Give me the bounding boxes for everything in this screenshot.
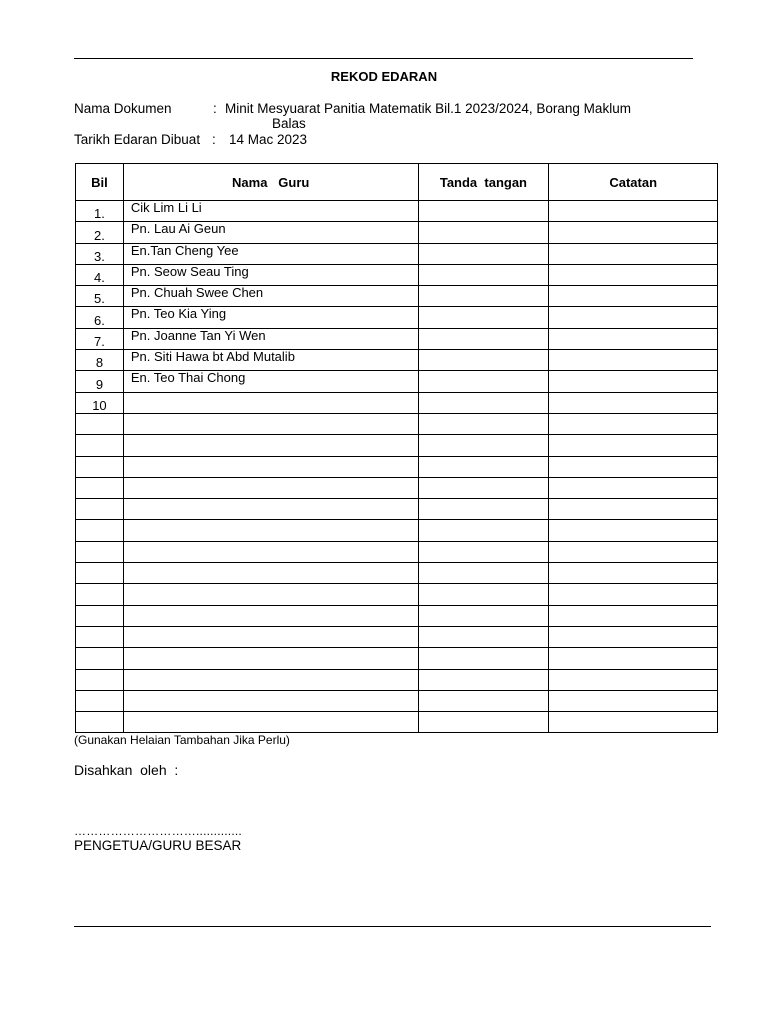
remarks-cell [549, 307, 718, 328]
remarks-cell [549, 584, 718, 605]
teacher-name [123, 584, 418, 605]
row-number: 2. [76, 222, 124, 243]
remarks-cell [549, 626, 718, 647]
remarks-cell [549, 605, 718, 626]
teacher-name: Pn. Siti Hawa bt Abd Mutalib [123, 350, 418, 371]
row-number [76, 584, 124, 605]
teacher-name: Pn. Seow Seau Ting [123, 264, 418, 285]
signature-cell [418, 328, 549, 349]
table-row [76, 371, 718, 392]
teacher-name [123, 392, 418, 413]
circulation-table [75, 163, 718, 733]
circulation-date-colon: : [212, 132, 216, 147]
teacher-name [123, 499, 418, 520]
table-row [76, 307, 718, 328]
signature-line: …………………………............. [74, 824, 242, 838]
signature-cell [418, 648, 549, 669]
row-number: 9 [76, 371, 124, 392]
table-row [76, 626, 718, 647]
remarks-cell [549, 712, 718, 733]
approval-label: Disahkan oleh : [74, 762, 179, 778]
row-number [76, 690, 124, 711]
teacher-name [123, 605, 418, 626]
row-number [76, 499, 124, 520]
signature-cell [418, 413, 549, 434]
teacher-name [123, 413, 418, 434]
remarks-cell [549, 499, 718, 520]
signature-cell [418, 307, 549, 328]
table-row [76, 243, 718, 264]
remarks-cell [549, 328, 718, 349]
table-row [76, 563, 718, 584]
document-title: REKOD EDARAN [330, 69, 438, 84]
column-header-catatan: Catatan [549, 164, 718, 201]
signature-cell [418, 477, 549, 498]
signature-cell [418, 222, 549, 243]
table-row [76, 435, 718, 456]
teacher-name [123, 477, 418, 498]
circulation-date-value: 14 Mac 2023 [229, 132, 308, 147]
teacher-name: Pn. Lau Ai Geun [123, 222, 418, 243]
remarks-cell [549, 669, 718, 690]
signature-cell [418, 499, 549, 520]
teacher-name [123, 563, 418, 584]
signature-cell [418, 264, 549, 285]
remarks-cell [549, 350, 718, 371]
signature-cell [418, 669, 549, 690]
teacher-name: Pn. Chuah Swee Chen [123, 286, 418, 307]
table-row [76, 392, 718, 413]
extra-sheet-note: (Gunakan Helaian Tambahan Jika Perlu) [74, 733, 290, 747]
remarks-cell [549, 201, 718, 222]
teacher-name [123, 648, 418, 669]
remarks-cell [549, 435, 718, 456]
row-number [76, 435, 124, 456]
signature-cell [418, 371, 549, 392]
table-row [76, 541, 718, 562]
table-header-row [76, 164, 718, 201]
table-row [76, 456, 718, 477]
column-header-nama-guru: Nama Guru [123, 164, 418, 201]
remarks-cell [549, 648, 718, 669]
signature-cell [418, 243, 549, 264]
document-name-value-continued: Balas [272, 116, 306, 131]
teacher-name [123, 456, 418, 477]
table-row [76, 648, 718, 669]
signature-cell [418, 201, 549, 222]
signature-cell [418, 456, 549, 477]
table-row [76, 328, 718, 349]
teacher-name: Cik Lim Li Li [123, 201, 418, 222]
signatory-title: PENGETUA/GURU BESAR [74, 838, 242, 853]
teacher-name [123, 712, 418, 733]
signature-cell [418, 626, 549, 647]
row-number [76, 520, 124, 541]
signature-cell [418, 392, 549, 413]
row-number [76, 605, 124, 626]
row-number: 7. [76, 328, 124, 349]
table-row [76, 350, 718, 371]
signature-cell [418, 584, 549, 605]
row-number: 4. [76, 264, 124, 285]
row-number [76, 712, 124, 733]
table-row [76, 264, 718, 285]
table-row [76, 222, 718, 243]
signature-cell [418, 563, 549, 584]
table-row [76, 584, 718, 605]
teacher-name: En. Teo Thai Chong [123, 371, 418, 392]
signature-cell [418, 605, 549, 626]
row-number [76, 563, 124, 584]
remarks-cell [549, 413, 718, 434]
teacher-name [123, 541, 418, 562]
table-row [76, 690, 718, 711]
row-number [76, 669, 124, 690]
signature-cell [418, 350, 549, 371]
teacher-name [123, 435, 418, 456]
remarks-cell [549, 243, 718, 264]
table-row [76, 477, 718, 498]
signature-cell [418, 541, 549, 562]
row-number [76, 626, 124, 647]
signature-cell [418, 690, 549, 711]
table-row [76, 712, 718, 733]
row-number [76, 648, 124, 669]
row-number: 5. [76, 286, 124, 307]
teacher-name [123, 520, 418, 541]
column-header-bil: Bil [76, 164, 124, 201]
signature-cell [418, 520, 549, 541]
teacher-name [123, 690, 418, 711]
row-number [76, 413, 124, 434]
row-number: 1. [76, 201, 124, 222]
table-row [76, 669, 718, 690]
teacher-name: Pn. Teo Kia Ying [123, 307, 418, 328]
table-row [76, 605, 718, 626]
remarks-cell [549, 541, 718, 562]
signature-cell [418, 286, 549, 307]
teacher-name [123, 669, 418, 690]
circulation-date-label: Tarikh Edaran Dibuat [74, 132, 201, 147]
remarks-cell [549, 222, 718, 243]
column-header-tanda-tangan: Tanda tangan [418, 164, 549, 201]
document-name-value: Minit Mesyuarat Panitia Matematik Bil.1 2023/2024, Borang Maklum [225, 101, 631, 116]
teacher-name: Pn. Joanne Tan Yi Wen [123, 328, 418, 349]
signature-cell [418, 435, 549, 456]
row-number: 8 [76, 350, 124, 371]
table-row [76, 520, 718, 541]
teacher-name [123, 626, 418, 647]
row-number [76, 541, 124, 562]
remarks-cell [549, 392, 718, 413]
remarks-cell [549, 286, 718, 307]
remarks-cell [549, 456, 718, 477]
table-row [76, 286, 718, 307]
remarks-cell [549, 690, 718, 711]
remarks-cell [549, 477, 718, 498]
remarks-cell [549, 563, 718, 584]
table-row [76, 499, 718, 520]
remarks-cell [549, 371, 718, 392]
teacher-name: En.Tan Cheng Yee [123, 243, 418, 264]
top-rule [74, 58, 693, 59]
bottom-rule [74, 926, 711, 927]
row-number [76, 456, 124, 477]
remarks-cell [549, 264, 718, 285]
table-row [76, 201, 718, 222]
table-row [76, 413, 718, 434]
row-number: 3. [76, 243, 124, 264]
remarks-cell [549, 520, 718, 541]
row-number: 6. [76, 307, 124, 328]
row-number: 10 [76, 392, 124, 413]
row-number [76, 477, 124, 498]
signature-cell [418, 712, 549, 733]
document-name-colon: : [213, 101, 217, 116]
document-name-label: Nama Dokumen [74, 101, 172, 116]
